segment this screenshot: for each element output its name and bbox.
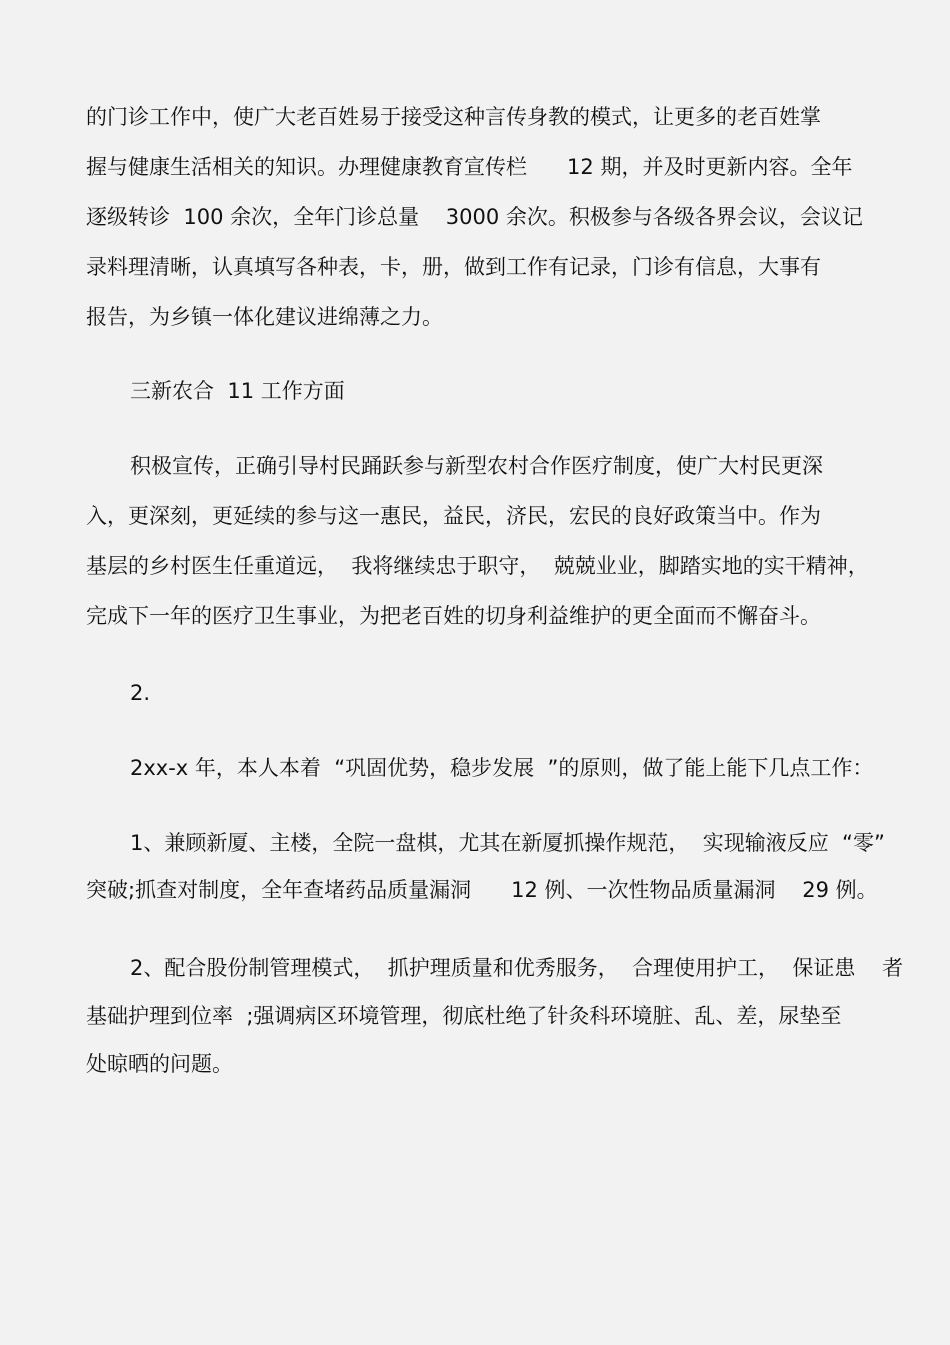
text-line: 录料理清晰，认真填写各种表，卡，册，做到工作有记录，门诊有信息，大事有 xyxy=(86,255,821,279)
section-heading: 三新农合 11 工作方面 xyxy=(130,379,345,403)
text-line: 完成下一年的医疗卫生事业，为把老百姓的切身利益维护的更全面而不懈奋斗。 xyxy=(86,604,821,628)
text-line: 入，更深刻，更延续的参与这一惠民，益民，济民，宏民的良好政策当中。作为 xyxy=(86,504,821,528)
text-line: 积极宣传，正确引导村民踊跃参与新型农村合作医疗制度，使广大村民更深 xyxy=(130,454,823,478)
text-line: 报告，为乡镇一体化建议进绵薄之力。 xyxy=(86,305,443,329)
text-line: 基础护理到位率 ;强调病区环境管理，彻底杜绝了针灸科环境脏、乱、差，尿垫至 xyxy=(86,1004,842,1028)
text-line: 2、配合股份制管理模式， 抓护理质量和优秀服务， 合理使用护工， 保证患 者 xyxy=(130,956,904,980)
text-line: 突破;抓查对制度，全年查堵药品质量漏洞 12 例、一次性物品质量漏洞 29 例。 xyxy=(86,878,878,902)
text-line: 握与健康生活相关的知识。办理健康教育宣传栏 12 期，并及时更新内容。全年 xyxy=(86,155,853,179)
text-line: 的门诊工作中，使广大老百姓易于接受这种言传身教的模式，让更多的老百姓掌 xyxy=(86,105,821,129)
section-number: 2. xyxy=(130,681,151,705)
text-line: 处晾晒的问题。 xyxy=(86,1052,233,1076)
text-line: 基层的乡村医生任重道远， 我将继续忠于职守， 兢兢业业，脚踏实地的实干精神， xyxy=(86,554,869,578)
text-line: 1、兼顾新厦、主楼，全院一盘棋，尤其在新厦抓操作规范， 实现输液反应 “零” xyxy=(130,831,885,855)
text-line: 2xx-x 年，本人本着 “巩固优势，稳步发展 ”的原则，做了能上能下几点工作： xyxy=(130,756,874,780)
text-line: 逐级转诊 100 余次，全年门诊总量 3000 余次。积极参与各级各界会议，会议记 xyxy=(86,205,863,229)
